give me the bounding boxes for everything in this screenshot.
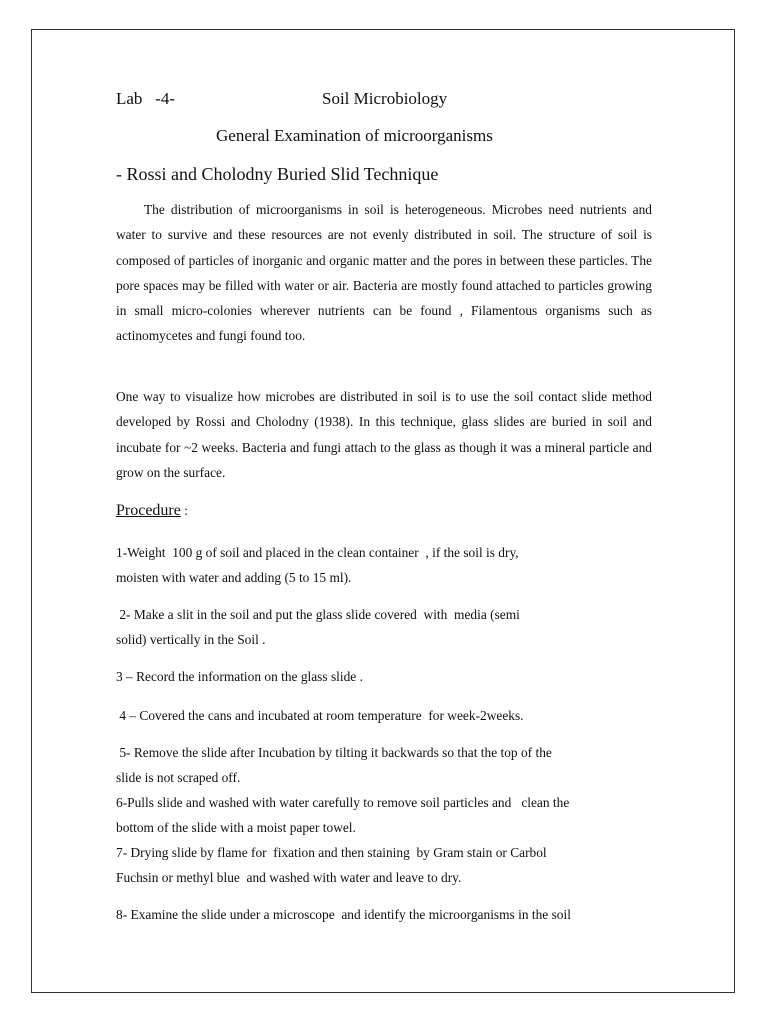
step-line: 3 – Record the information on the glass slide . [116,669,363,684]
procedure-step [116,740,676,791]
lab-subject: Soil Microbiology [322,89,448,108]
step-line: moisten with water and adding (5 to 15 ml). [116,570,352,586]
step-line: 5- Remove the slide after Incubation by tilting it backwards so that the top of the [116,745,552,760]
procedure-step [116,790,676,841]
step-line: bottom of the slide with a moist paper towel. [116,820,356,836]
procedure-step [116,664,676,689]
step-line: 7- Drying slide by flame for fixation and then staining by Gram stain or Carbol [116,845,547,860]
procedure-step [116,703,676,728]
procedure-heading [116,502,188,520]
procedure-title: Procedure [116,502,181,519]
lab-number: Lab -4- [116,89,176,108]
intro-paragraph-1: The distribution of microorganisms in soil is heterogeneous. Microbes need nutrients and water to survive and these resources are not evenly distributed in soil. The structure of soil is composed of particles of inorganic and organic matter and the pores in between these particles. The pore spaces may be filled with water or air. Bacteria are mostly found attached to particles growing in small micro-colonies wherever nutrients can be found , Filamentous organisms such as actinomycetes and fungi found too. [116,202,652,344]
procedure-step [116,902,676,927]
step-line: 6-Pulls slide and washed with water carefully to remove soil particles and clean the [116,795,570,810]
technique-title: - Rossi and Cholodny Buried Slid Technique [116,164,439,184]
step-line: 4 – Covered the cans and incubated at room temperature for week-2weeks. [116,708,524,723]
procedure-step [116,540,676,591]
step-line: 1-Weight 100 g of soil and placed in the clean container , if the soil is dry, [116,545,519,560]
intro-paragraph-2: One way to visualize how microbes are distributed in soil is to use the soil contact slide method developed by Rossi and Cholodny (1938). In this technique, glass slides are buried in soil and incubate for ~2 weeks. Bacteria and fungi attach to the glass as though it was a mineral particle and grow on the surface. [116,389,652,480]
step-line: Fuchsin or methyl blue and washed with water and leave to dry. [116,870,462,886]
procedure-step [116,602,676,653]
step-line: solid) vertically in the Soil . [116,632,266,648]
procedure-step [116,840,676,891]
step-line: slide is not scraped off. [116,770,241,786]
step-line: 8- Examine the slide under a microscope and identify the microorganisms in the soil [116,907,571,922]
lab-subtitle: General Examination of microorganisms [216,126,493,145]
procedure-colon: : [180,503,188,518]
step-line: 2- Make a slit in the soil and put the glass slide covered with media (semi [116,607,520,622]
